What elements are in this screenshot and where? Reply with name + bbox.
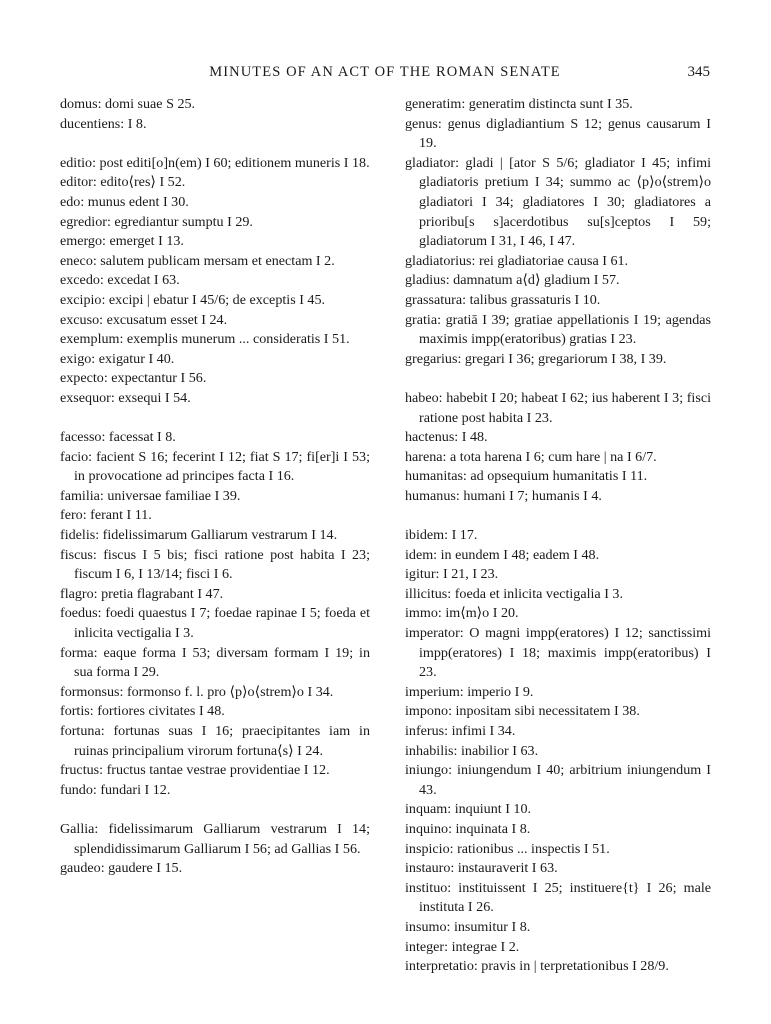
section-gap bbox=[60, 409, 370, 429]
section-gap bbox=[405, 369, 711, 389]
page-number: 345 bbox=[687, 64, 710, 80]
index-entry: integer: integrae I 2. bbox=[405, 938, 520, 955]
index-entry: Gallia: fidelissimarum Galliarum vestrarum I 14; splendidissimarum Galliarum I 56; ad Gallias I 56. bbox=[60, 820, 370, 857]
section-gap bbox=[60, 800, 370, 820]
index-entry: impono: inpositam sibi necessitatem I 38. bbox=[405, 703, 640, 720]
index-entry: exsequor: exsequi I 54. bbox=[60, 389, 191, 406]
index-entry: gladius: damnatum a⟨d⟩ gladium I 57. bbox=[405, 272, 620, 289]
index-entry: interpretatio: pravis in | terpretationibus I 28/9. bbox=[405, 958, 669, 975]
index-entry: facio: facient S 16; fecerint I 12; fiat S 17; fi[er]i I 53; in provocatione ad principes facta I 16. bbox=[60, 448, 370, 485]
section-gap bbox=[405, 506, 711, 526]
index-entry: gladiatorius: rei gladiatoriae causa I 61. bbox=[405, 252, 629, 269]
index-entry: inquam: inquiunt I 10. bbox=[405, 801, 532, 818]
index-entry: editor: edito⟨res⟩ I 52. bbox=[60, 174, 186, 191]
right-column bbox=[405, 95, 711, 977]
index-entry: excedo: excedat I 63. bbox=[60, 272, 180, 289]
index-entry: harena: a tota harena I 6; cum hare | na I 6/7. bbox=[405, 448, 657, 465]
index-entry: iniungo: iniungendum I 40; arbitrium iniungendum I 43. bbox=[405, 762, 711, 798]
index-entry: fortuna: fortunas suas I 16; praecipitantes iam in ruinas principalium virorum fortuna⟨s⟩ I 24. bbox=[60, 723, 370, 759]
index-entry: ducentiens: I 8. bbox=[60, 115, 147, 132]
index-entry: grassatura: talibus grassaturis I 10. bbox=[405, 291, 601, 308]
page-header bbox=[60, 62, 710, 84]
index-entry: inferus: infimi I 34. bbox=[405, 723, 516, 739]
index-entry: habeo: habebit I 20; habeat I 62; ius haberent I 3; fisci ratione post habita I 23. bbox=[405, 389, 711, 426]
index-entry: hactenus: I 48. bbox=[405, 429, 488, 446]
index-entry: fructus: fructus tantae vestrae providentiae I 12. bbox=[60, 762, 330, 779]
index-entry: domus: domi suae S 25. bbox=[60, 96, 196, 112]
index-entry: excipio: excipi | ebatur I 45/6; de exceptis I 45. bbox=[60, 291, 326, 308]
index-entry: instauro: instauraverit I 63. bbox=[405, 860, 558, 877]
index-entry: igitur: I 21, I 23. bbox=[405, 566, 499, 583]
index-entry: inspicio: rationibus ... inspectis I 51. bbox=[405, 840, 610, 857]
section-gap bbox=[60, 134, 370, 154]
index-entry: idem: in eundem I 48; eadem I 48. bbox=[405, 546, 600, 563]
index-entry: gaudeo: gaudere I 15. bbox=[60, 860, 183, 877]
index-entry: genus: genus digladiantium S 12; genus causarum I 19. bbox=[405, 115, 711, 152]
index-entry: imperator: O magni impp(eratores) I 12; sanctissimi impp(eratores) I 18; maximis impp(eratoribus) I 23. bbox=[405, 625, 711, 681]
index-entry: generatim: generatim distincta sunt I 35. bbox=[405, 96, 633, 112]
index-entry: formonsus: formonso f. l. pro ⟨p⟩o⟨strem⟩o I 34. bbox=[60, 683, 334, 700]
index-entry: humanitas: ad opsequium humanitatis I 11. bbox=[405, 468, 648, 485]
index-entry: illicitus: foeda et inlicita vectigalia I 3. bbox=[405, 585, 623, 602]
index-entry: exigo: exigatur I 40. bbox=[60, 350, 175, 367]
index-entry: exemplum: exemplis munerum ... consideratis I 51. bbox=[60, 331, 350, 348]
index-entry: editio: post editi[o]n(em) I 60; editionem muneris I 18. bbox=[60, 154, 370, 171]
index-entry: humanus: humani I 7; humanis I 4. bbox=[405, 487, 602, 504]
index-entry: eneco: salutem publicam mersam et enectam I 2. bbox=[60, 252, 335, 269]
index-entry: fidelis: fidelissimarum Galliarum vestrarum I 14. bbox=[60, 527, 338, 544]
running-head: MINUTES OF AN ACT OF THE ROMAN SENATE bbox=[209, 64, 561, 80]
left-column bbox=[60, 95, 370, 879]
index-entry: inhabilis: inabilior I 63. bbox=[405, 742, 539, 759]
index-entry: edo: munus edent I 30. bbox=[60, 193, 189, 210]
index-entry: immo: im⟨m⟩o I 20. bbox=[405, 605, 519, 622]
index-entry: excuso: excusatum esset I 24. bbox=[60, 311, 228, 328]
index-entry: fero: ferant I 11. bbox=[60, 507, 152, 524]
index-entry: fundo: fundari I 12. bbox=[60, 781, 171, 798]
index-entry: egredior: egrediantur sumptu I 29. bbox=[60, 213, 253, 230]
index-entry: emergo: emerget I 13. bbox=[60, 233, 184, 250]
index-entry: fiscus: fiscus I 5 bis; fisci ratione post habita I 23; fiscum I 6, I 13/14; fisci I 6. bbox=[60, 546, 370, 583]
index-entry: ibidem: I 17. bbox=[405, 527, 478, 544]
index-entry: imperium: imperio I 9. bbox=[405, 683, 534, 700]
index-entry: foedus: foedi quaestus I 7; foedae rapinae I 5; foeda et inlicita vectigalia I 3. bbox=[60, 605, 370, 642]
index-entry: facesso: facessat I 8. bbox=[60, 429, 176, 446]
index-entry: gladiator: gladi | [ator S 5/6; gladiator I 45; infimi gladiatoris pretium I 34; summo ac ⟨p⟩o⟨strem⟩o gladiatori I 34; gladiatores I 30; gladiatores a prioribu[s s]acerdotibus su[s]ceptos I 59; gladiatorum I 31, I 46, I 47. bbox=[405, 154, 711, 250]
index-entry: inquino: inquinata I 8. bbox=[405, 820, 531, 837]
index-entry: instituo: instituissent I 25; instituere{t} I 26; male instituta I 26. bbox=[405, 879, 711, 916]
index-entry: forma: eaque forma I 53; diversam formam I 19; in sua forma I 29. bbox=[60, 644, 370, 681]
index-entry: familia: universae familiae I 39. bbox=[60, 487, 241, 504]
index-entry: insumo: insumitur I 8. bbox=[405, 918, 531, 935]
index-entry: expecto: expectantur I 56. bbox=[60, 370, 207, 387]
index-entry: fortis: fortiores civitates I 48. bbox=[60, 703, 225, 720]
index-entry: flagro: pretia flagrabant I 47. bbox=[60, 585, 224, 602]
index-entry: gregarius: gregari I 36; gregariorum I 38, I 39. bbox=[405, 350, 667, 367]
index-entry: gratia: gratiā I 39; gratiae appellationis I 19; agendas maximis impp(eratoribus) gratias I 23. bbox=[405, 311, 711, 348]
